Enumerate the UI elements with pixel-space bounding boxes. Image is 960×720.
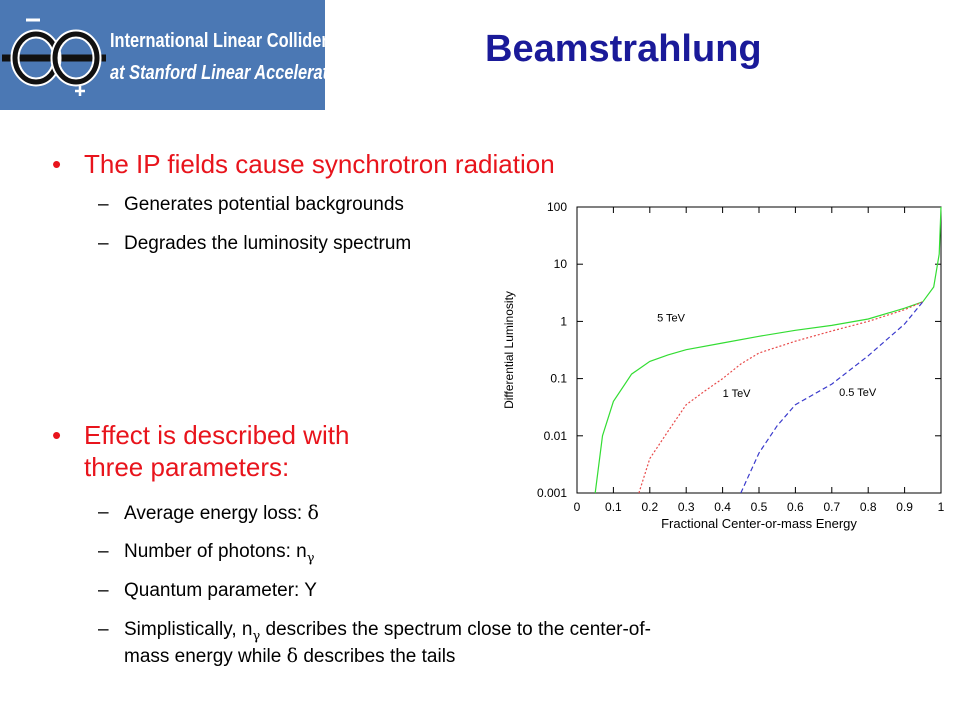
sub-luminosity: – Degrades the luminosity spectrum [98, 233, 412, 254]
ee-logo-icon [0, 0, 110, 110]
x-tick-label: 0.8 [859, 500, 877, 514]
plot-frame [577, 207, 941, 493]
x-tick-label: 0.4 [714, 500, 731, 514]
delta-symbol: δ [286, 645, 299, 667]
sub-simplistic-text-a: Simplistically, n [124, 619, 253, 640]
sub-photons: – Number of photons: $n_\gamma$ [98, 541, 315, 566]
series-line-0-5-tev [741, 302, 923, 493]
gamma-symbol: γ [306, 550, 315, 566]
luminosity-chart [495, 190, 945, 535]
sub-backgrounds-text: Generates potential backgrounds [124, 194, 404, 215]
x-tick-label: 0.1 [605, 500, 622, 514]
delta-symbol: δ [307, 502, 319, 524]
logo-line2: at Stanford Linear Accelerator Center [110, 62, 402, 84]
x-tick-label: 0.9 [896, 500, 913, 514]
sub-simplistic-text-d: describes the tails [298, 646, 456, 667]
sub-simplistic: – Simplistically, $n_\gamma$ describes the spectrum close to the center-of- [98, 619, 651, 644]
y-tick-label: 0.01 [543, 428, 567, 443]
x-tick-label: 0.6 [787, 500, 804, 514]
bullet-dot: • [52, 149, 62, 179]
x-tick-label: 0.3 [677, 500, 695, 514]
series-annotation: 0.5 TeV [839, 386, 877, 399]
bullet-dot: • [52, 420, 62, 450]
sub-simplistic-line2 [124, 643, 455, 670]
x-tick-label: 0.7 [823, 500, 841, 514]
x-tick-label: 0 [573, 500, 581, 514]
sub-simplistic-text-c: mass energy while [124, 646, 287, 667]
bullet-effect-line2: three parameters: [84, 452, 290, 482]
sub-energy-loss-text: Average energy loss: [124, 503, 308, 524]
ilc-logo [0, 0, 402, 110]
x-tick-label: 0.5 [750, 500, 768, 514]
y-tick-label: 0.001 [536, 486, 567, 500]
x-axis [574, 207, 945, 514]
x-tick-label: 1 [937, 500, 945, 514]
sub-luminosity-text: Degrades the luminosity spectrum [124, 233, 412, 254]
sub-backgrounds: – Generates potential backgrounds [98, 194, 404, 215]
y-tick-label: 1 [560, 314, 567, 329]
annotations [657, 312, 877, 399]
gamma-symbol: γ [252, 628, 261, 644]
x-tick-label: 0.2 [641, 500, 659, 514]
y-axis-label: Differential Luminosity [502, 291, 516, 409]
sub-photons-text: Number of photons: n [124, 541, 307, 562]
series-group [595, 207, 941, 493]
sub-quantum: – Quantum parameter: Y [98, 580, 317, 601]
series-annotation: 1 TeV [722, 387, 751, 400]
slide-title: Beamstrahlung [485, 28, 762, 70]
y-tick-label: 10 [553, 257, 567, 272]
sub-quantum-text: Quantum parameter: Y [124, 580, 317, 601]
series-line-1-tev [639, 302, 923, 493]
series-annotation: 5 TeV [657, 312, 686, 325]
sub-energy-loss: – Average energy loss: δ [98, 502, 319, 524]
bullet-ip-fields [52, 148, 555, 180]
x-axis-label: Fractional Center-or-mass Energy [661, 516, 857, 531]
y-axis [537, 200, 941, 500]
bullet-effect [52, 419, 350, 483]
logo-line1: International Linear Collider [110, 30, 328, 52]
bullet-ip-fields-text: The IP fields cause synchrotron radiation [84, 149, 555, 179]
y-tick-label: 100 [546, 200, 567, 214]
bullet-effect-line1: Effect is described with [84, 420, 350, 450]
y-tick-label: 0.1 [550, 371, 567, 386]
sub-simplistic-text-b: describes the spectrum close to the center-of- [260, 619, 651, 640]
